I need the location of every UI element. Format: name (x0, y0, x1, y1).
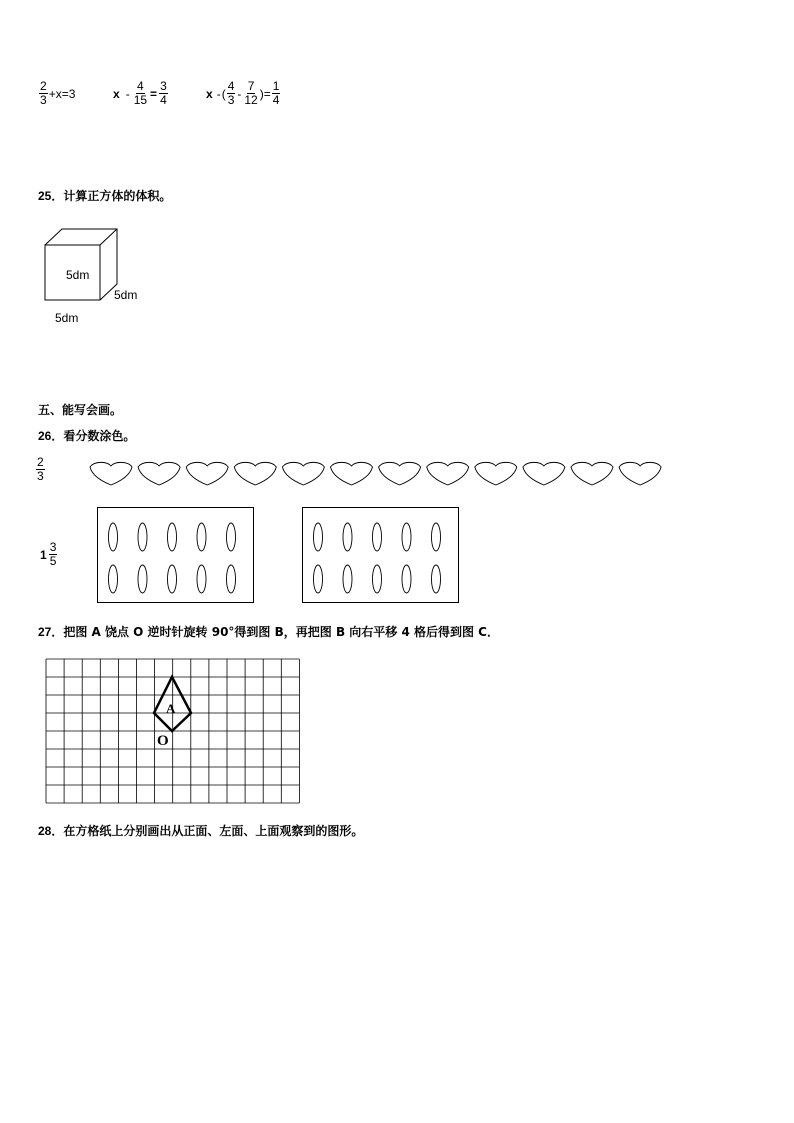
cube-label-side: 5dm (114, 288, 138, 302)
question-25: 25．计算正方体的体积。 (38, 189, 172, 203)
point-o-label: O (157, 733, 169, 749)
fraction: $\frac{2}{3}$ (40, 79, 47, 107)
fraction: $\frac{3}{4}$ (160, 79, 167, 107)
shape-a-label: A (166, 701, 176, 716)
cube-label-bottom: 5dm (55, 311, 79, 325)
fraction-two-thirds: $\frac{2}{3}$ (37, 455, 44, 483)
equation-3: x - ( $\frac{4}{3}$ - $\frac{7}{12}$ )= $\frac{1}{4}$ (206, 79, 280, 107)
equation-2: x - $\frac{4}{15}$ = $\frac{3}{4}$ (113, 79, 167, 107)
question-26: 26．看分数涂色。 (38, 429, 136, 443)
mixed-number-1-3-5: 1 $\frac{3}{5}$ (40, 540, 57, 568)
question-28: 28．在方格纸上分别画出从正面、左面、上面观察到的图形。 (38, 824, 364, 838)
question-27: 27．把图 A 饶点 O 逆时针旋转 90°得到图 B，再把图 B 向右平移 4 格后得到图 C． (38, 625, 499, 639)
fraction: $\frac{4}{3}$ (227, 79, 235, 107)
section-5-title: 五、能写会画。 (38, 403, 123, 417)
fraction: $\frac{4}{15}$ (133, 79, 148, 107)
fraction: $\frac{1}{4}$ (272, 79, 280, 107)
fraction: $\frac{7}{12}$ (244, 79, 258, 107)
cube-label-front: 5dm (66, 268, 90, 282)
equation-1: $\frac{2}{3}$ +x=3 (40, 79, 76, 107)
